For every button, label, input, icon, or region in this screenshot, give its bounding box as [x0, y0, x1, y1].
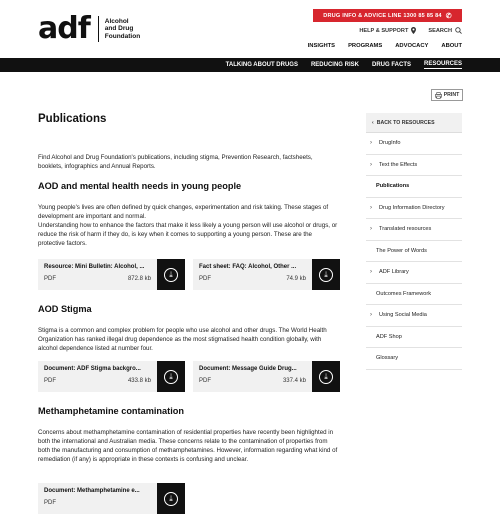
chevron-right-icon: › — [370, 204, 372, 211]
section-heading: AOD Stigma — [38, 304, 92, 314]
chevron-right-icon: › — [370, 269, 372, 276]
document-list — [38, 361, 340, 392]
logo-text-line: Alcohol — [104, 17, 129, 25]
download-button[interactable] — [157, 483, 185, 514]
document-title: Fact sheet: FAQ: Alcohol, Other ... — [199, 264, 297, 270]
nav-advocacy[interactable]: ADVOCACY — [395, 43, 429, 49]
download-button[interactable] — [312, 259, 340, 290]
sidebar-item-label: ADF Shop — [376, 333, 402, 340]
sidebar-item[interactable] — [366, 327, 462, 349]
back-to-resources-link[interactable] — [366, 113, 462, 133]
document-size: 433.8 kb — [127, 378, 151, 384]
chevron-right-icon: › — [370, 140, 372, 147]
sidebar-item[interactable] — [366, 262, 462, 284]
utility-nav — [359, 27, 462, 34]
logo-divider — [98, 16, 99, 42]
document-title: Document: Methamphetamine e... — [44, 488, 140, 494]
sidebar-item-label: The Power of Words — [376, 247, 427, 254]
main-content — [38, 113, 338, 170]
sidebar-item[interactable] — [366, 198, 462, 220]
search-icon — [455, 27, 462, 34]
sidebar-item-label: Drug Information Directory — [379, 204, 445, 211]
info-line-phone: 1300 85 85 84 — [403, 12, 442, 19]
section-body: Concerns about methamphetamine contamination of residential properties have recently been highlighted in both the international and Australian media. These concerns relate to the contamination of properties from both the manufacturing and consumption of methamphetamines. However, information regarding what kind of remediation (if any) is appropriate in these contexts is confusing and unclear. — [38, 429, 338, 463]
section-heading: Methamphetamine contamination — [38, 406, 184, 416]
info-line-label: DRUG INFO & ADVICE LINE — [323, 12, 402, 19]
print-label: PRINT — [443, 92, 460, 98]
search-label: SEARCH — [428, 27, 452, 34]
download-icon: ⤓ — [164, 268, 178, 282]
nav-talking-about-drugs[interactable]: TALKING ABOUT DRUGS — [225, 62, 298, 68]
print-button[interactable] — [431, 89, 463, 101]
document-card[interactable] — [193, 259, 340, 290]
nav-drug-facts[interactable]: DRUG FACTS — [371, 62, 411, 68]
chevron-right-icon: › — [370, 312, 372, 319]
document-type: PDF — [44, 500, 56, 506]
drug-info-line-button[interactable] — [313, 9, 462, 22]
document-list — [38, 483, 185, 514]
document-type: PDF — [44, 276, 56, 282]
chevron-right-icon: › — [370, 226, 372, 233]
logo-text-line: Foundation — [104, 32, 141, 40]
sidebar-item[interactable] — [366, 219, 462, 241]
section-body: Young people's lives are often defined by quick changes, experimentation and risk taking. These stages of development are important and normal. Understanding how to enhance the factors that make it less likely a young person will use alcohol or drugs, or reduce the risk of harm if they do, is key when it comes to supporting a young person. These are the protective factors. — [38, 204, 338, 247]
section-aod-mental-health — [38, 181, 338, 248]
document-card[interactable] — [38, 259, 185, 290]
sidebar-item[interactable] — [366, 155, 462, 177]
sidebar-item-label: Translated resources — [379, 226, 432, 233]
search-link[interactable] — [428, 27, 462, 34]
document-size: 872.8 kb — [127, 276, 151, 282]
main-nav — [308, 43, 462, 49]
download-button[interactable] — [157, 361, 185, 392]
document-title: Document: ADF Stigma backgro... — [44, 366, 141, 372]
section-body: Stigma is a common and complex problem for people who use alcohol and other drugs. The World Health Organization has ranked illegal drug dependence as the most stigmatised health condition globally, with alcohol dependence listed at number four. — [38, 327, 327, 352]
sidebar-item-label: ADF Library — [379, 269, 409, 276]
printer-icon — [435, 92, 442, 99]
sidebar-item-label: Text the Effects — [379, 161, 418, 168]
logo-text-line: and Drug — [104, 25, 134, 33]
adf-logo[interactable] — [38, 11, 141, 46]
document-size: 337.4 kb — [282, 378, 306, 384]
sidebar-item-label: Using Social Media — [379, 312, 427, 319]
sidebar-item-label: Outcomes Framework — [376, 290, 432, 297]
sidebar-item-label: Publications — [376, 183, 410, 190]
document-type: PDF — [44, 378, 56, 384]
logo-text — [105, 18, 140, 41]
chevron-right-icon: › — [370, 161, 372, 168]
sidebar-item[interactable] — [366, 284, 462, 306]
sidebar-item[interactable] — [366, 348, 462, 370]
document-card[interactable] — [38, 483, 185, 514]
nav-insights[interactable]: INSIGHTS — [307, 43, 336, 49]
document-title: Document: Message Guide Drug... — [199, 366, 297, 372]
page-title: Publications — [38, 113, 107, 125]
download-button[interactable] — [312, 361, 340, 392]
section-heading: AOD and mental health needs in young people — [38, 181, 242, 191]
sidebar-item[interactable] — [366, 305, 462, 327]
site-header — [0, 0, 500, 58]
sidebar-item-label: DrugInfo — [379, 140, 401, 147]
document-type: PDF — [199, 276, 211, 282]
sidebar-item[interactable] — [366, 176, 462, 198]
download-icon: ⤓ — [164, 492, 178, 506]
page-intro: Find Alcohol and Drug Foundation's publications, including stigma, Prevention Research, factsheets, booklets, infographics and Annual Reports. — [38, 154, 313, 170]
location-pin-icon — [411, 27, 416, 34]
sidebar-item[interactable] — [366, 241, 462, 263]
download-button[interactable] — [157, 259, 185, 290]
resources-sidebar — [366, 113, 462, 370]
document-list — [38, 259, 340, 290]
document-card[interactable] — [193, 361, 340, 392]
sidebar-item[interactable] — [366, 133, 462, 155]
download-icon: ⤓ — [319, 370, 333, 384]
nav-programs[interactable]: PROGRAMS — [348, 43, 383, 49]
document-type: PDF — [199, 378, 211, 384]
download-icon: ⤓ — [319, 268, 333, 282]
document-card[interactable] — [38, 361, 185, 392]
section-nav-bar — [0, 58, 500, 72]
document-size: 74.9 kb — [286, 276, 306, 282]
logo-mark: adf — [38, 11, 90, 46]
help-support-link[interactable] — [359, 27, 416, 34]
phone-icon: ✆ — [445, 12, 452, 20]
document-title: Resource: Mini Bulletin: Alcohol, ... — [44, 264, 145, 270]
nav-resources[interactable]: RESOURCES — [423, 61, 462, 67]
back-label: BACK TO RESOURCES — [376, 119, 435, 126]
section-aod-stigma — [38, 304, 338, 353]
download-icon: ⤓ — [164, 370, 178, 384]
help-support-label: HELP & SUPPORT — [359, 27, 409, 34]
nav-about[interactable]: ABOUT — [441, 43, 462, 49]
nav-reducing-risk[interactable]: REDUCING RISK — [310, 62, 359, 68]
section-meth-contamination — [38, 406, 338, 464]
sidebar-item-label: Glossary — [376, 355, 399, 362]
chevron-left-icon: ‹ — [372, 119, 374, 126]
